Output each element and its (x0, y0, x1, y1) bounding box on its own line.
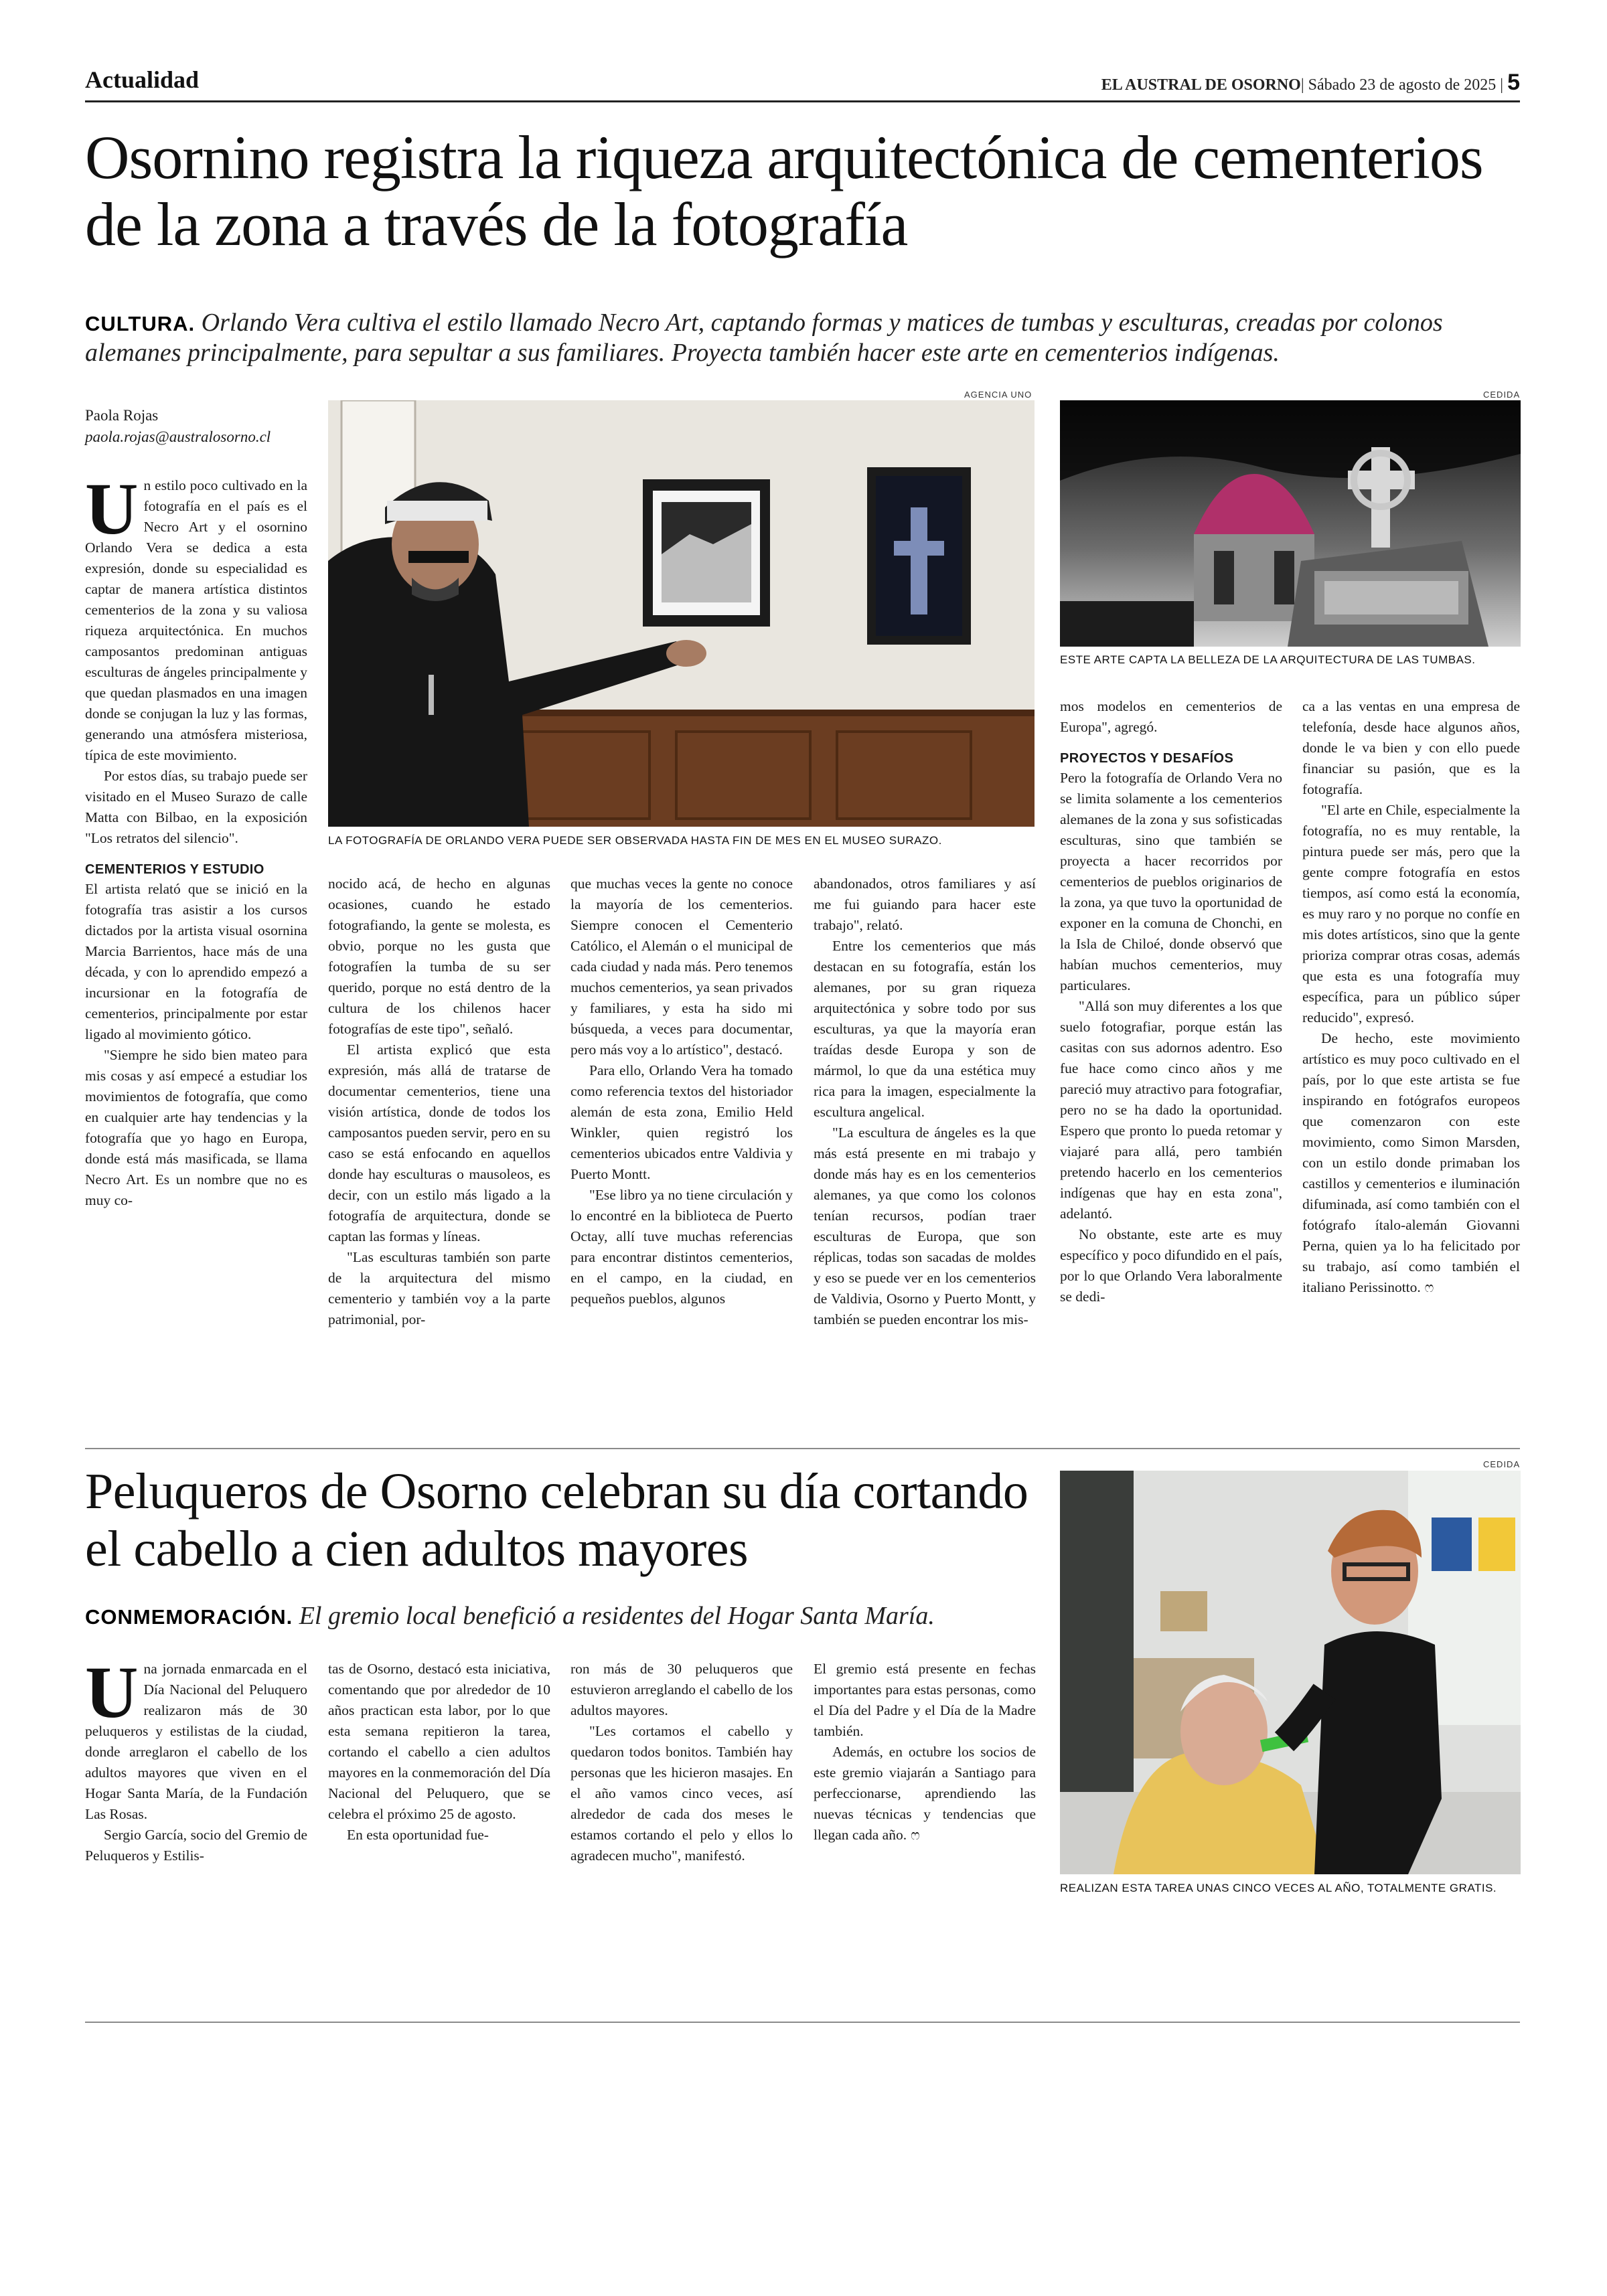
paragraph: "El arte en Chile, especialmente la fotografía, no es muy rentable, la pintura puede ser más, pero que la gente compre fotografía en estos tiempos, así como está la economía, es muy raro y no porque no confíe en mis dotes artísticos, sino que la gente prioriza comprar otras cosas, además que esta es una fotografía muy específica, para un público súper reducido", expresó. (1302, 802, 1520, 1026)
paragraph: na jornada enmarcada en el Día Nacional del Peluquero realizaron más de 30 peluqueros y estilistas de la ciudad, donde arreglaron el cabello de los adultos mayores que viven en el Hogar Santa María, de la Fundación Las Rosas. (85, 1661, 307, 1822)
article1-kicker-text: Orlando Vera cultiva el estilo llamado Necro Art, captando formas y matices de tumbas y esculturas, creadas por colonos alemanes principalmente, para sepultar a sus familiares. Proyecta también hacer este arte en cementerios indígenas. (85, 309, 1443, 367)
article1-dropcap: U (85, 468, 139, 550)
paragraph: "Les cortamos el cabello y quedaron todos bonitos. También hay personas que les hicieron masajes. En el año vamos cinco veces, así alrededor de cada dos meses le estamos cortando el pelo y ellos lo agradecen mucho", manifestó. (570, 1723, 793, 1864)
publication-name: EL AUSTRAL DE OSORNO (1101, 76, 1301, 94)
paragraph: abandonados, otros familiares y así me fui guiando para hacer este trabajo", relató. (814, 876, 1036, 933)
paragraph: que muchas veces la gente no conoce la mayoría de los cementerios. Siempre conocen el Cementerio Católico, el Alemán o el municipal de cada ciudad y nada más. Pero tenemos muchos cementerios, ya sean privados y familiares, y esta ha sido mi búsqueda, a veces para documentar, pero más voy a lo artístico", destacó. (570, 876, 793, 1058)
paragraph: Además, en octubre los socios de este gremio viajarán a Santiago para perfeccionarse, aprendiendo las nuevas técnicas y tendencias que llegan cada año. ෆ (814, 1744, 1036, 1843)
author-name: Paola Rojas (85, 407, 159, 424)
article1-column-3 (570, 874, 793, 1309)
issue-date: | Sábado 23 de agosto de 2025 | (1300, 76, 1504, 94)
paragraph: nocido acá, de hecho en algunas ocasiones, cuando he estado fotografiando, la gente se molesta, es obvio, porque no les gusta que fotografíen la tumba de su ser querido, porque no está dentro de la cultura de los chilenos hacer fotografías de este tipo", señaló. (328, 876, 550, 1037)
photo-museum-exhibit (328, 400, 1035, 827)
photo2-caption: ESTE ARTE CAPTA LA BELLEZA DE LA ARQUITECTURA DE LAS TUMBAS. (1060, 653, 1476, 666)
paragraph: "Ese libro ya no tiene circulación y lo encontré en la biblioteca de Puerto Octay, allí tuve muchas referencias para encontrar distintos cementerios, en el campo, en la ciudad, en pequeños pueblos, algunos (570, 1187, 793, 1307)
page-number: 5 (1507, 70, 1520, 95)
photo3-credit: CEDIDA (1483, 1459, 1521, 1469)
paragraph: "Siempre he sido bien mateo para mis cosas y así empecé a estudiar los movimientos de fotografía, que como en cualquier arte hay tendencias y la fotografía que yo hago en Europa, donde está más masificada, se llama Necro Art. Es un nombre que no es muy co- (85, 1047, 307, 1208)
author-email[interactable]: paola.rojas@australosorno.cl (85, 428, 271, 445)
paragraph: ca a las ventas en una empresa de telefonía, desde hace algunos años, donde le va bien y con ello puede financiar su pasión, que es la fotografía. (1302, 698, 1520, 797)
section-name: Actualidad (85, 66, 200, 93)
photo2-credit: CEDIDA (1483, 390, 1521, 400)
paragraph: Entre los cementerios que más destacan en su fotografía, están los alemanes, por su gran riqueza arquitectónica y sobre todo por sus esculturas, ya que la mayoría eran traídas desde Europa y son de mármol, lo que da una estética muy rica para la imagen, especialmente la escultura angelical. (814, 938, 1036, 1120)
article1-column-1 (85, 468, 307, 1211)
photo1-credit: AGENCIA UNO (964, 390, 1032, 400)
paragraph: mos modelos en cementerios de Europa", agregó. (1060, 698, 1282, 735)
paragraph: En esta oportunidad fue- (347, 1827, 489, 1843)
article1-column-6 (1302, 696, 1520, 1298)
article1-column-5 (1060, 696, 1282, 1307)
article2-kicker-text: El gremio local benefició a residentes del Hogar Santa María. (293, 1602, 935, 1630)
paragraph: El artista relató que se inició en la fotografía tras asistir a los cursos dictados por la artista visual osornina Marcia Barrientos, hace más de una década, y con lo aprendido empezó a incursionar en la fotografía de cementerios, principalmente por estar ligado al movimiento gótico. (85, 881, 307, 1042)
masthead (1101, 70, 1520, 96)
article2-kicker-label: CONMEMORACIÓN. (85, 1605, 293, 1629)
article2-kicker (85, 1601, 1056, 1631)
article1-column-2 (328, 874, 550, 1330)
paragraph: Por estos días, su trabajo puede ser visitado en el Museo Surazo de calle Matta con Bilbao, en la exposición "Los retratos del silencio". (85, 768, 307, 846)
article1-kicker (85, 308, 1525, 368)
subheading-cementerios: CEMENTERIOS Y ESTUDIO (85, 862, 264, 877)
paragraph: No obstante, este arte es muy específico y poco difundido en el país, por lo que Orlando Vera laboralmente se dedi- (1060, 1226, 1282, 1305)
paragraph: n estilo poco cultivado en la fotografía en el país es el Necro Art y el osornino Orlando Vera se dedica a esta expresión, donde su especialidad es captar de manera artística distintos cementerios de la zona y su valiosa riqueza arquitectónica. En muchos camposantos predominan antiguas esculturas de ángeles principalmente y que quedan plasmados en una imagen donde se conjugan la luz y las formas, generando una atmósfera misteriosa, típica de este movimiento. (85, 477, 307, 763)
bottom-rule (85, 2022, 1520, 2023)
photo1-caption: LA FOTOGRAFÍA DE ORLANDO VERA PUEDE SER OBSERVADA HASTA FIN DE MES EN EL MUSEO SURAZO. (328, 834, 942, 847)
paragraph: Sergio García, socio del Gremio de Peluqueros y Estilis- (85, 1827, 307, 1864)
header-rule (85, 100, 1520, 102)
photo3-caption: REALIZAN ESTA TAREA UNAS CINCO VECES AL AÑO, TOTALMENTE GRATIS. (1060, 1882, 1497, 1894)
photo-cemetery-tomb (1060, 400, 1521, 647)
article1-headline: Osornino registra la riqueza arquitectónica de cementerios de la zona a través de la fotografía (85, 123, 1483, 258)
article1-column-4 (814, 874, 1036, 1330)
article-separator (85, 1448, 1520, 1449)
article2-column-2 (328, 1659, 550, 1846)
end-of-article-icon: ෆ (1424, 1279, 1434, 1295)
paragraph: Pero la fotografía de Orlando Vera no se limita solamente a los cementerios alemanes de la zona y sus sofisticadas esculturas, sino que también se proyecta a hacer recorridos por cementerios de pueblos originarios de la zona, ya que tuvo la oportunidad de exponer en la comuna de Chonchi, en la Isla de Chiloé, donde observó que habían muchos cementerios, muy particulares. (1060, 770, 1282, 993)
photo-barber-haircut (1060, 1471, 1521, 1874)
paragraph: "Las esculturas también son parte de la arquitectura del mismo cementerio y también voy a la parte patrimonial, por- (328, 1249, 550, 1327)
paragraph: El artista explicó que esta expresión, más allá de tratarse de documentar cementerios, tiene una visión artística, donde de todos los camposantos pueden servir, pero en su caso se está enfocando en aquellos donde hay esculturas o mausoleos, es decir, con un estilo más ligado a la fotografía de arquitectura, donde se captan las formas y líneas. (328, 1042, 550, 1244)
paragraph: "La escultura de ángeles es la que más está presente en mi trabajo y donde más hay es en los cementerios alemanes, ya que como los colonos tenían recursos, podían traer esculturas de Europa, que son réplicas, todas son sacadas de moldes y eso se puede ver en los cementerios de Valdivia, Osorno y Puerto Montt, y también se pueden encontrar los mis- (814, 1125, 1036, 1327)
subheading-proyectos: PROYECTOS Y DESAFÍOS (1060, 751, 1234, 766)
byline (85, 405, 326, 448)
paragraph: Para ello, Orlando Vera ha tomado como referencia textos del historiador alemán de esta zona, Emilio Held Winkler, quien registró los cementerios ubicados entre Valdivia y Puerto Montt. (570, 1062, 793, 1182)
paragraph: tas de Osorno, destacó esta iniciativa, comentando que por alrededor de 10 años practican esta labor, por lo que esta semana repitieron la tarea, cortando el cabello a cien adultos mayores en la conmemoración del Día Nacional del Peluquero, que se celebra el próximo 25 de agosto. (328, 1661, 550, 1822)
article1-kicker-label: CULTURA. (85, 312, 196, 335)
article2-column-1 (85, 1651, 307, 1866)
end-of-article-icon: ෆ (911, 1827, 920, 1843)
paragraph: De hecho, este movimiento artístico es muy poco cultivado en el país, por lo que este artista se fue inspirando en fotógrafos europeos que comenzaron con este movimiento, como Simon Marsden, con un estilo donde primaban los castillos y cementerios e iluminación difuminada, así como también con el fotógrafo ítalo-alemán Giovanni Perna, quien ya lo ha felicitado por su trabajo, así como también el italiano Perissinotto. ෆ (1302, 1030, 1520, 1295)
article2-headline: Peluqueros de Osorno celebran su día cortando el cabello a cien adultos mayores (85, 1463, 1028, 1577)
paragraph: "Allá son muy diferentes a los que suelo fotografiar, porque están las casitas con sus adornos adentro. Eso fue hace como cinco años y me pareció muy atractivo para fotografiar, pero no se ha dado la oportunidad. Espero que pronto lo pueda retomar y viajaré para allá, pero también pretendo hacerlo en los cementerios indígenas que hay en esta zona", adelantó. (1060, 998, 1282, 1222)
paragraph: El gremio está presente en fechas importantes para estas personas, como el Día del Padre y el Día de la Madre también. (814, 1661, 1036, 1739)
article2-column-4 (814, 1659, 1036, 1846)
paragraph: ron más de 30 peluqueros que estuvieron arreglando el cabello de los adultos mayores. (570, 1661, 793, 1718)
article2-column-3 (570, 1659, 793, 1866)
article2-dropcap: U (85, 1651, 139, 1733)
